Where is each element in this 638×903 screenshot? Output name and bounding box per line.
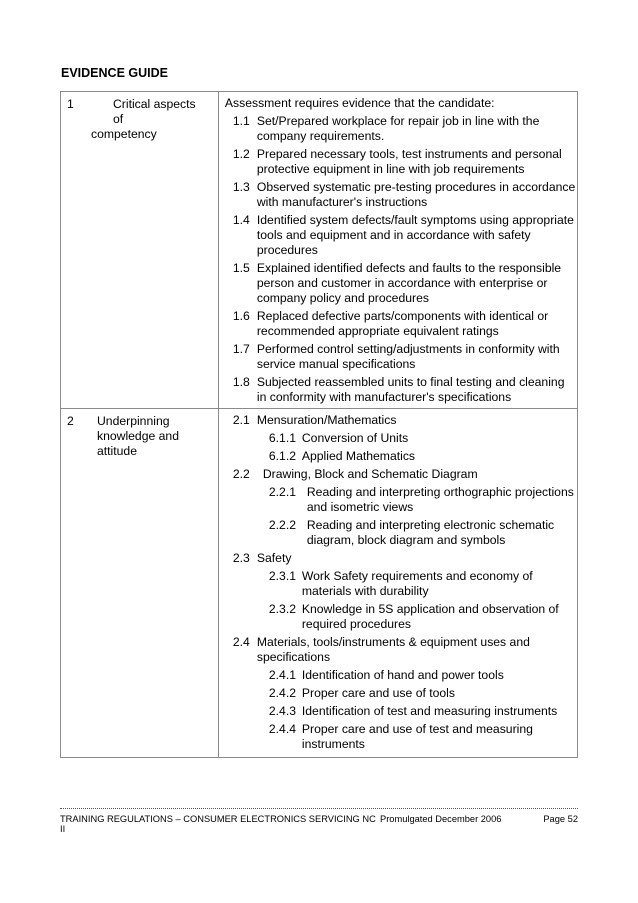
item-number: 2.1 xyxy=(232,413,250,427)
item-text: Proper care and use of tools xyxy=(301,686,455,700)
list-item xyxy=(219,375,577,405)
row-label-line: Critical aspects of xyxy=(113,97,196,126)
footer-divider xyxy=(60,808,578,809)
item-number: 1.2 xyxy=(232,147,250,161)
row-number: 1 xyxy=(67,97,74,111)
item-text: Identified system defects/fault symptoms using appropriate tools and equipment and in accordance with safety procedures xyxy=(256,213,574,257)
item-text: Set/Prepared workplace for repair job in line with the company requirements. xyxy=(256,114,540,143)
item-number: 2.3.1 xyxy=(268,569,296,583)
list-item xyxy=(219,413,577,428)
item-number: 6.1.1 xyxy=(268,431,296,445)
item-number: 1.7 xyxy=(232,342,250,356)
item-text: Safety xyxy=(256,551,292,565)
item-text: Conversion of Units xyxy=(301,431,409,445)
item-text: Explained identified defects and faults to the responsible person and customer in accordance with enterprise or company policy and procedures xyxy=(256,261,562,305)
item-text: Identification of test and measuring instruments xyxy=(301,704,558,718)
item-number: 2.4.4 xyxy=(268,722,296,736)
list-item xyxy=(219,180,577,210)
item-number: 1.5 xyxy=(232,261,250,275)
list-item xyxy=(219,342,577,372)
intro-text: Assessment requires evidence that the candidate: xyxy=(224,96,495,110)
list-item xyxy=(219,722,577,752)
footer-promulgation: Promulgated December 2006 xyxy=(380,814,502,824)
item-text: Proper care and use of test and measuring instruments xyxy=(301,722,533,751)
list-item xyxy=(219,518,577,548)
item-number: 1.8 xyxy=(232,375,250,389)
list-item xyxy=(219,467,577,482)
list-item xyxy=(219,485,577,515)
item-text: Materials, tools/instruments & equipment uses and specifications xyxy=(256,635,530,664)
item-text: Reading and interpreting electronic schematic diagram, block diagram and symbols xyxy=(306,518,555,547)
list-item xyxy=(219,213,577,258)
row-content-cell xyxy=(218,409,577,758)
item-text: Identification of hand and power tools xyxy=(301,668,504,682)
list-item xyxy=(219,261,577,306)
page-title: EVIDENCE GUIDE xyxy=(61,66,168,80)
evidence-guide-table xyxy=(60,91,578,758)
item-number: 2.2.1 xyxy=(268,485,296,499)
item-text: Knowledge in 5S application and observation of required procedures xyxy=(301,602,559,631)
row-label-cell xyxy=(61,409,219,758)
item-number: 2.4.3 xyxy=(268,704,296,718)
item-number: 6.1.2 xyxy=(268,449,296,463)
item-number: 1.6 xyxy=(232,309,250,323)
footer-page-number: Page 52 xyxy=(543,814,578,824)
item-number: 2.4.2 xyxy=(268,686,296,700)
item-number: 2.4 xyxy=(232,635,250,649)
item-number: 2.3.2 xyxy=(268,602,296,616)
row-label xyxy=(91,97,206,142)
row-label-line: competency xyxy=(91,127,157,141)
list-item xyxy=(219,569,577,599)
item-text: Subjected reassembled units to final testing and cleaning in conformity with manufacturer's specifications xyxy=(256,375,565,404)
item-number: 2.2 xyxy=(232,467,250,481)
table-row xyxy=(61,92,578,409)
list-item xyxy=(219,602,577,632)
item-number: 2.3 xyxy=(232,551,250,565)
item-text: Drawing, Block and Schematic Diagram xyxy=(262,467,478,481)
item-text: Observed systematic pre-testing procedures in accordance with manufacturer's instructions xyxy=(256,180,576,209)
table-row xyxy=(61,409,578,758)
list-item xyxy=(219,309,577,339)
item-text: Prepared necessary tools, test instruments and personal protective equipment in line with job requirements xyxy=(256,147,562,176)
list-item xyxy=(219,147,577,177)
footer-document-title: TRAINING REGULATIONS – CONSUMER ELECTRONICS SERVICING NC II xyxy=(60,814,376,834)
list-item xyxy=(219,449,577,464)
page-footer xyxy=(60,814,578,834)
item-text: Performed control setting/adjustments in conformity with service manual specifications xyxy=(256,342,560,371)
item-text: Mensuration/Mathematics xyxy=(256,413,397,427)
item-number: 1.3 xyxy=(232,180,250,194)
item-text: Replaced defective parts/components with identical or recommended appropriate equivalent ratings xyxy=(256,309,549,338)
row-number: 2 xyxy=(67,414,74,428)
row-label-cell xyxy=(61,92,219,409)
list-item xyxy=(219,668,577,683)
row-label: Underpinning knowledge and attitude xyxy=(97,414,179,458)
row-content-cell xyxy=(218,92,577,409)
list-item xyxy=(219,551,577,566)
item-number: 1.1 xyxy=(232,114,250,128)
item-text: Work Safety requirements and economy of materials with durability xyxy=(301,569,533,598)
list-item xyxy=(219,431,577,446)
list-item xyxy=(219,114,577,144)
item-number: 2.4.1 xyxy=(268,668,296,682)
list-item xyxy=(219,635,577,665)
item-text: Applied Mathematics xyxy=(301,449,416,463)
item-number: 2.2.2 xyxy=(268,518,296,532)
list-item xyxy=(219,686,577,701)
item-number: 1.4 xyxy=(232,213,250,227)
item-text: Reading and interpreting orthographic projections and isometric views xyxy=(306,485,574,514)
list-item xyxy=(219,704,577,719)
